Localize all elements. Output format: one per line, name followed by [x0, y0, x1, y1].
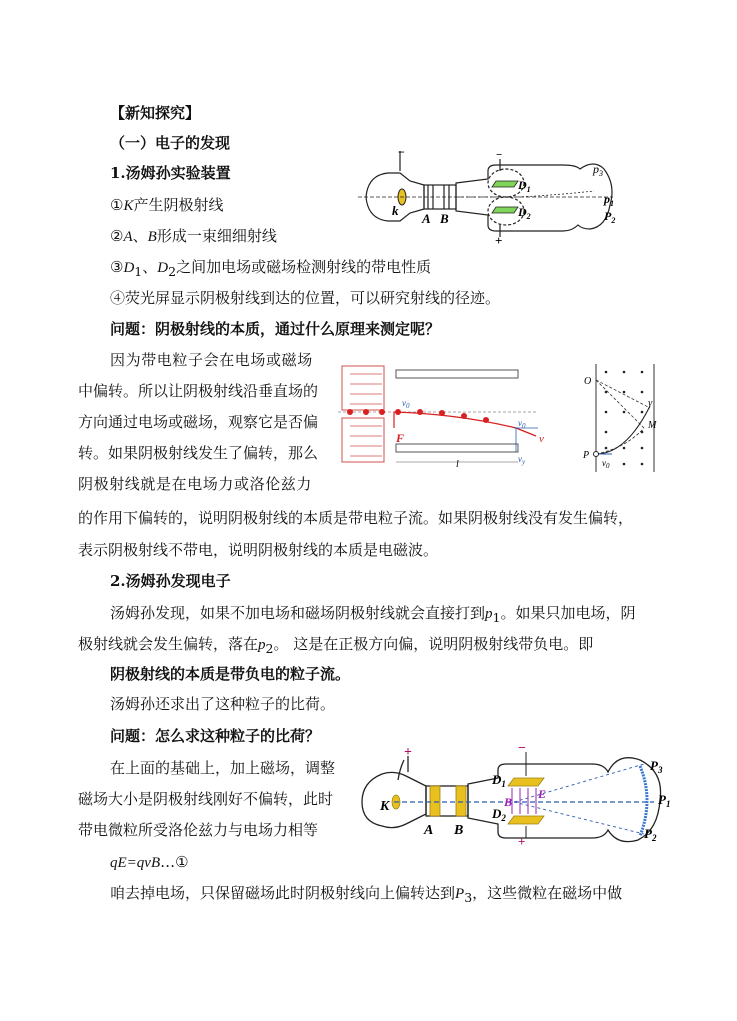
mag-p-label: P [583, 450, 590, 461]
setup-item-3: $③D_1$、$D_2$之间加电场或磁场检测射线的带电性质 [110, 258, 432, 279]
mag-v-label: v [648, 398, 653, 409]
mag-m-label: M [648, 420, 657, 431]
tube1-p3-label: $p_3$ [593, 162, 603, 178]
para1-line-5: 阴极射线就是在电场力或洛伦兹力 [78, 475, 313, 493]
tube2-p1-label: $P_1$ [658, 792, 671, 809]
discovery-line-1: 汤姆孙发现，如果不加电场和磁场阴极射线就会直接打到$p_1$。如果只加电场，阴 [110, 604, 636, 625]
magnetic-deflection-figure [578, 362, 658, 474]
tube2-k-label: K [380, 799, 390, 814]
tube2-b-field-label: B [504, 795, 513, 809]
tube1-d2-label: $D_2$ [518, 205, 531, 221]
thomson-setup-heading: 1.汤姆孙实验装置 [110, 164, 231, 182]
tube1-d1-label: $D_1$ [518, 178, 531, 194]
tube1-k-label: k [392, 203, 399, 218]
para1-line-3: 方向通过电场或磁场，观察它是否偏 [78, 413, 319, 431]
para1-line-1: 因为带电粒子会在电场或磁场 [110, 351, 313, 369]
setup-item-2: ②A、B形成一束细细射线 [110, 227, 277, 245]
field-f-label: F [396, 431, 405, 445]
discovery-heading: 2.汤姆孙发现电子 [110, 572, 231, 590]
tube2-d2-label: $D_2$ [492, 806, 506, 823]
tube1-minus2-label: − [496, 149, 503, 161]
discovery-line-4: 汤姆孙还求出了这种粒子的比荷。 [110, 695, 336, 713]
tube1-b-label: B [440, 211, 449, 226]
thomson-tube-colored-figure [354, 741, 672, 849]
tube2-plus-bottom-label: + [518, 834, 526, 849]
tube2-plus-top-label: + [404, 745, 412, 760]
tube2-d1-label: $D_1$ [492, 772, 506, 789]
para1-line-2: 中偏转。所以让阴极射线沿垂直场的 [78, 382, 319, 400]
tube2-p2-label: $P_2$ [644, 826, 657, 843]
mag-o-label: O [584, 376, 592, 387]
tube1-minus-label: − [398, 145, 405, 159]
para1-line-6: 的作用下偏转的，说明阴极射线的本质是带电粒子流。如果阴极射线没有发生偏转， [78, 509, 634, 527]
para1-line-4: 转。如果阴极射线发生了偏转，那么 [78, 444, 319, 462]
discovery-line-2: 极射线就会发生偏转，落在$p_2$。 这是在正极方向偏，说明阴极射线带负电。即 [78, 635, 594, 656]
tube2-a-label: A [424, 823, 434, 838]
field-vy-label: $v_y$ [518, 454, 526, 466]
mag-v0-label: $v_0$ [602, 458, 610, 470]
tube2-b-label: B [454, 823, 464, 838]
tube1-plus-label: + [495, 233, 503, 248]
discovery-conclusion: 阴极射线的本质是带负电的粒子流。 [110, 665, 351, 683]
field-v-label: v [539, 433, 544, 445]
tube1-p1-label: $p_1$ [604, 192, 614, 208]
question-1: 问题：阴极射线的本质，通过什么原理来测定呢？ [110, 320, 441, 338]
field-l-label: l [456, 459, 459, 470]
para2-line-2: 磁场大小是阴极射线刚好不偏转，此时 [78, 790, 334, 808]
tube2-minus-label: − [518, 741, 526, 756]
tube1-p2-label: $P_2$ [604, 209, 616, 225]
para2-line-3: 带电微粒所受洛伦兹力与电场力相等 [78, 821, 319, 839]
field-v0-end-label: $v_0$ [518, 418, 526, 430]
part1-heading: （一）电子的发现 [110, 134, 231, 152]
question-2: 问题：怎么求这种粒子的比荷？ [110, 727, 321, 745]
tube1-a-label: A [422, 211, 431, 226]
para2-line-1: 在上面的基础上，加上磁场，调整 [110, 759, 336, 777]
tube2-p3-label: $P_3$ [650, 758, 663, 775]
section-heading: 【新知探究】 [110, 104, 201, 122]
equation-1: qE=qvB…① [110, 853, 189, 871]
field-v0-label: $v_0$ [402, 398, 410, 410]
setup-item-4: ④荧光屏显示阴极射线到达的位置，可以研究射线的径迹。 [110, 289, 501, 307]
last-line: 咱去掉电场，只保留磁场此时阴极射线向上偏转达到$P_3$，这些微粒在磁场中做 [110, 884, 623, 905]
setup-item-1: ①K产生阴极射线 [110, 196, 224, 214]
para1-line-7: 表示阴极射线不带电，说明阴极射线的本质是电磁波。 [78, 541, 439, 559]
thomson-tube-figure [358, 145, 618, 250]
electric-deflection-figure [338, 362, 553, 470]
tube2-e-label: E [538, 787, 547, 801]
